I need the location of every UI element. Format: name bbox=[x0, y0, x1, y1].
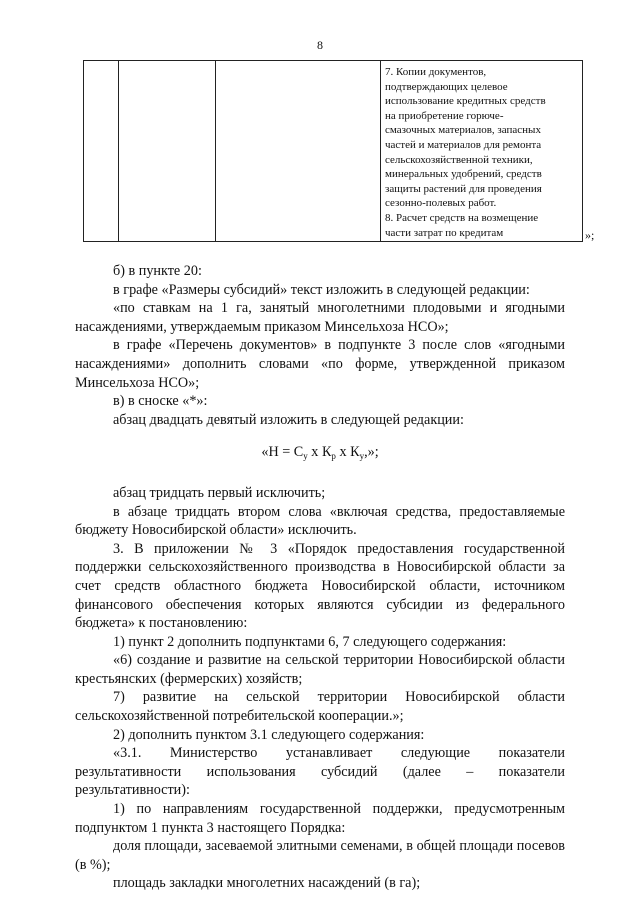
document-body bbox=[75, 262, 565, 893]
paragraph: 3. В приложении № 3 «Порядок предоставления государственной поддержки сельскохозяйственного производства в Новосибирской области за счет средств областного бюджета Новосибирской области, источником финансового обеспечения которых являются субсидии из федерального бюджета» к постановлению: bbox=[75, 540, 565, 632]
paragraph: «3.1. Министерство устанавливает следующие показатели результативности использования субсидий (далее – показатели результативности): bbox=[75, 745, 565, 799]
paragraph: абзац тридцать первый исключить; bbox=[113, 484, 326, 501]
formula-part: «Н = С bbox=[261, 444, 304, 461]
table-cell-line: частей и материалов для ремонта bbox=[385, 138, 542, 151]
table-cell-line: на приобретение горюче- bbox=[385, 109, 504, 122]
formula-part: ,»; bbox=[364, 444, 379, 461]
paragraph: в графе «Перечень документов» в подпункте 3 после слов «ягодными насаждениями» дополнить словами «по форме, утвержденной приказом Минсельхоза НСО»; bbox=[75, 337, 565, 391]
table-cell-line: смазочных материалов, запасных bbox=[385, 124, 541, 137]
table-cell-line: 8. Расчет средств на возмещение bbox=[385, 211, 539, 224]
paragraph: в графе «Размеры субсидий» текст изложить в следующей редакции: bbox=[113, 281, 530, 298]
table-column-divider bbox=[380, 61, 381, 241]
table-cell-line: защиты растений для проведения bbox=[385, 182, 542, 195]
formula-subscript: у bbox=[303, 451, 308, 462]
table-cell-line: сельскохозяйственной техники, bbox=[385, 153, 533, 166]
formula bbox=[75, 443, 565, 462]
table-fragment bbox=[83, 60, 583, 242]
formula-part: х К bbox=[307, 444, 332, 461]
paragraph: абзац двадцать девятый изложить в следующей редакции: bbox=[113, 411, 464, 428]
table-cell-line: сезонно-полевых работ. bbox=[385, 197, 497, 210]
paragraph: «6) создание и развитие на сельской территории Новосибирской области крестьянских (фермерских) хозяйств; bbox=[75, 652, 565, 687]
paragraph: доля площади, засеваемой элитными семенами, в общей площади посевов (в %); bbox=[75, 838, 565, 873]
formula-subscript: р bbox=[331, 451, 336, 462]
page-number: 8 bbox=[317, 38, 323, 52]
table-cell-line: подтверждающих целевое bbox=[385, 80, 508, 93]
paragraph: «по ставкам на 1 га, занятый многолетними плодовыми и ягодными насаждениями, утверждаемым приказом Минсельхоза НСО»; bbox=[75, 300, 565, 335]
paragraph: 1) по направлениям государственной поддержки, предусмотренным подпунктом 1 пункта 3 настоящего Порядка: bbox=[75, 801, 565, 836]
paragraph: 2) дополнить пунктом 3.1 следующего содержания: bbox=[113, 726, 425, 743]
table-cell-line: минеральных удобрений, средств bbox=[385, 168, 542, 181]
table-cell-documents bbox=[385, 65, 580, 240]
paragraph: площадь закладки многолетних насаждений (в га); bbox=[113, 875, 421, 892]
table-column-divider bbox=[215, 61, 216, 241]
paragraph: 7) развитие на сельской территории Новосибирской области сельскохозяйственной потребительской кооперации.»; bbox=[75, 689, 565, 725]
table-column-divider bbox=[118, 61, 119, 241]
formula-subscript: у bbox=[359, 451, 365, 462]
table-closing-quote: »; bbox=[585, 228, 595, 242]
table-cell-line: части затрат по кредитам bbox=[385, 226, 504, 239]
paragraph: в) в сноске «*»: bbox=[113, 393, 208, 410]
paragraph: в абзаце тридцать втором слова «включая средства, предоставляемые бюджету Новосибирской области» исключить. bbox=[75, 503, 565, 539]
paragraph: 1) пункт 2 дополнить подпунктами 6, 7 следующего содержания: bbox=[113, 633, 507, 650]
table-cell-line: использование кредитных средств bbox=[385, 95, 546, 108]
table-cell-line: 7. Копии документов, bbox=[385, 66, 487, 78]
paragraph: б) в пункте 20: bbox=[113, 263, 202, 279]
formula-part: х К bbox=[335, 444, 360, 461]
